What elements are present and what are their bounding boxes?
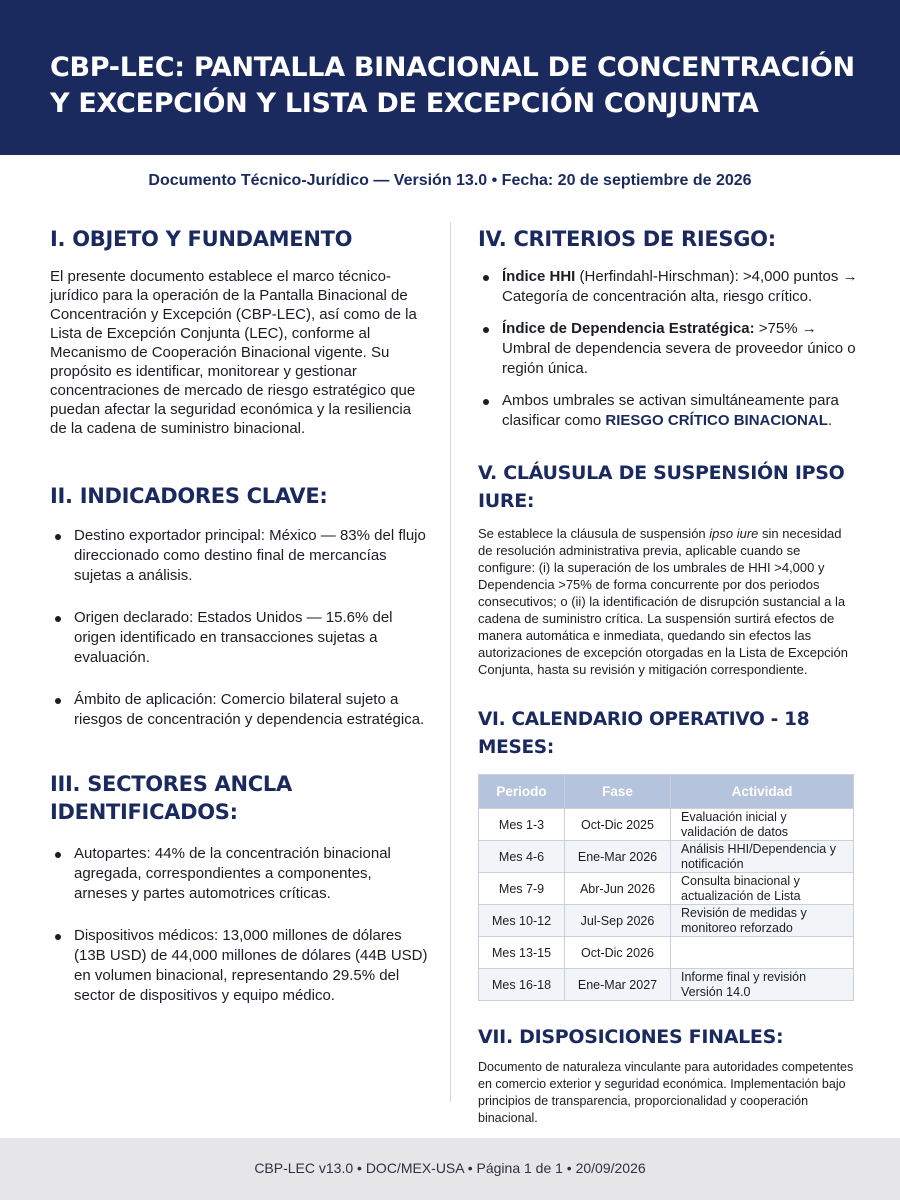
list-item: Índice de Dependencia Estratégica: >75% → Umbral de dependencia severa de proveedor único o región única. [478,319,858,379]
list-item: Ambos umbrales se activan simultáneamente para clasificar como RIESGO CRÍTICO BINACIONAL. [478,391,858,431]
cell-periodo: Mes 4-6 [479,841,565,873]
section-objeto-body: El presente documento establece el marco técnico-jurídico para la operación de la Pantalla Binacional de Concentración y Excepción (CBP-LEC), así como de la Lista de Excepción Conjunta (LEC), conforme al Mecanismo de Cooperación Binacional vigente. Su propósito es identificar, monitorear y gestionar concentraciones de mercado de riesgo estratégico que puedan afectar la seguridad económica y la resiliencia de la cadena de suministro binacional. [50,268,417,437]
table-row [479,905,854,937]
bullet-icon [483,399,489,405]
cell-fase: Jul-Sep 2026 [565,905,671,937]
title-line-2: Y EXCEPCIÓN Y LISTA DE EXCEPCIÓN CONJUNTA [50,88,759,119]
column-header-actividad: Actividad [671,775,854,809]
column-header-periodo: Periodo [479,775,565,809]
list-item: Ámbito de aplicación: Comercio bilateral sujeto a riesgos de concentración y dependencia estratégica. [50,690,428,730]
section-disposiciones-body: Documento de naturaleza vinculante para autoridades competentes en comercio exterior y seguridad económica. Implementación bajo principios de transparencia, proporcionalidad y cooperación binacional. [478,1060,854,1125]
list-item: Dispositivos médicos: 13,000 millones de dólares (13B USD) de 44,000 millones de dólares (44B USD) en volumen binacional, representando 29.5% del sector de dispositivos y equipo médico. [50,926,428,1006]
right-column [478,225,858,1127]
cell-periodo: Mes 7-9 [479,873,565,905]
cell-actividad [671,937,854,969]
cell-actividad: Evaluación inicial y validación de datos [671,809,854,841]
cell-actividad: Informe final y revisión Versión 14.0 [671,969,854,1001]
list-item: Índice HHI (Herfindahl-Hirschman): >4,000 puntos → Categoría de concentración alta, riesgo crítico. [478,267,858,307]
column-divider [450,222,451,1102]
cell-fase: Oct-Dic 2025 [565,809,671,841]
cell-periodo: Mes 13-15 [479,937,565,969]
document-title [50,50,860,122]
bullet-icon [483,327,489,333]
criterios-list [478,267,858,431]
table-row [479,937,854,969]
section-sectores-heading: III. SECTORES ANCLA IDENTIFICADOS: [50,772,292,824]
document-header [0,0,900,155]
document-footer: CBP-LEC v13.0 • DOC/MEX-USA • Página 1 de 1 • 20/09/2026 [0,1138,900,1200]
list-item: Autopartes: 44% de la concentración binacional agregada, correspondientes a componentes, arneses y partes automotrices críticas. [50,844,428,904]
column-header-fase: Fase [565,775,671,809]
bullet-icon [55,934,61,940]
section-clausula-heading: V. CLÁUSULA DE SUSPENSIÓN IPSO IURE: [478,462,845,512]
bullet-icon [55,616,61,622]
table-header-row [479,775,854,809]
cell-actividad: Consulta binacional y actualización de Lista [671,873,854,905]
cell-periodo: Mes 10-12 [479,905,565,937]
table-row [479,841,854,873]
section-objeto-heading: I. OBJETO Y FUNDAMENTO [50,227,353,251]
sectores-list [50,844,428,1006]
cell-actividad: Análisis HHI/Dependencia y notificación [671,841,854,873]
list-item: Destino exportador principal: México — 83% del flujo direccionado como destino final de mercancías sujetas a análisis. [50,526,428,586]
cell-periodo: Mes 1-3 [479,809,565,841]
section-calendario-heading: VI. CALENDARIO OPERATIVO - 18 MESES: [478,709,810,758]
cell-actividad: Revisión de medidas y monitoreo reforzado [671,905,854,937]
calendar-table [478,774,854,1001]
left-column [50,225,428,1006]
section-criterios-heading: IV. CRITERIOS DE RIESGO: [478,227,776,251]
cell-periodo: Mes 16-18 [479,969,565,1001]
section-indicadores-heading: II. INDICADORES CLAVE: [50,484,328,508]
bullet-icon [55,852,61,858]
title-line-1: CBP-LEC: PANTALLA BINACIONAL DE CONCENTRACIÓN [50,52,855,83]
table-row [479,809,854,841]
cell-fase: Ene-Mar 2027 [565,969,671,1001]
section-clausula-body: Se establece la cláusula de suspensión ipso iure sin necesidad de resolución administrativa previa, aplicable cuando se configure: (i) la superación de los umbrales de HHI >4,000 y Dependencia >75% de forma concurrente por dos periodos consecutivos; o (ii) la identificación de disrupción sustancial a la cadena de suministro crítica. La suspensión surtirá efectos de manera automática e inmediata, quedando sin efectos las autorizaciones de excepción otorgadas en la Lista de Excepción Conjunta, hasta su revisión y mitigación correspondiente. [478,526,849,677]
list-item: Origen declarado: Estados Unidos — 15.6% del origen identificado en transacciones sujetas a evaluación. [50,608,428,668]
section-disposiciones-heading: VII. DISPOSICIONES FINALES: [478,1026,784,1048]
table-row [479,969,854,1001]
bullet-icon [483,275,489,281]
cell-fase: Oct-Dic 2026 [565,937,671,969]
table-row [479,873,854,905]
indicadores-list [50,526,428,730]
cell-fase: Ene-Mar 2026 [565,841,671,873]
cell-fase: Abr-Jun 2026 [565,873,671,905]
document-subtitle: Documento Técnico-Jurídico — Versión 13.0 • Fecha: 20 de septiembre de 2026 [148,172,752,189]
riesgo-critico-highlight: RIESGO CRÍTICO BINACIONAL [605,412,828,429]
bullet-icon [55,698,61,704]
bullet-icon [55,534,61,540]
